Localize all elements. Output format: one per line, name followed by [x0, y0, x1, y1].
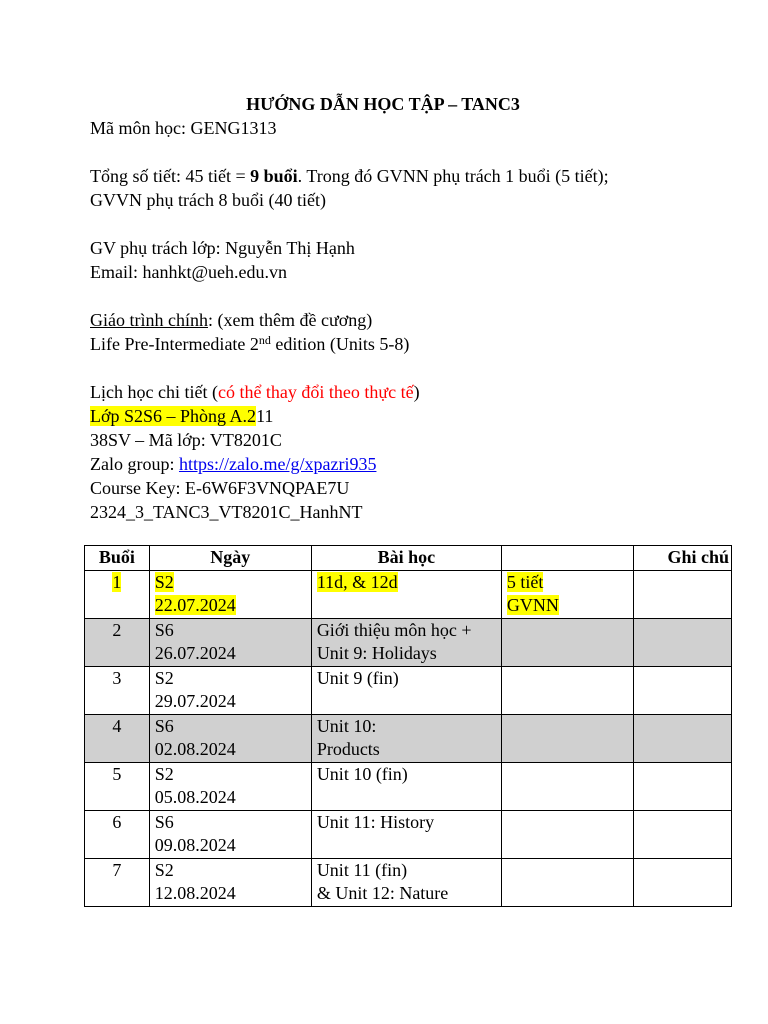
weekday: S2	[154, 764, 174, 784]
lesson-line: 11d, & 12d	[316, 572, 398, 592]
lesson-cell	[311, 859, 501, 907]
lesson-line-2: Products	[316, 739, 380, 759]
lesson-line: Unit 10 (fin)	[316, 764, 408, 784]
note-line-2: GVNN	[506, 595, 559, 615]
textbook-note: : (xem thêm đề cương)	[207, 310, 373, 330]
teacher-email: Email: hanhkt@ueh.edu.vn	[90, 262, 288, 282]
note-line: 5 tiết	[506, 572, 544, 592]
header-date: Ngày	[149, 546, 311, 571]
header-notes: Ghi chú	[633, 546, 731, 571]
date-cell	[149, 667, 311, 715]
zalo-line	[90, 452, 740, 476]
table-row	[85, 571, 732, 619]
lesson-cell	[311, 667, 501, 715]
zalo-group-link[interactable]: https://zalo.me/g/xpazri935	[178, 454, 377, 474]
table-row	[85, 667, 732, 715]
textbook-label: Giáo trình chính	[90, 310, 208, 330]
date: 22.07.2024	[154, 595, 236, 615]
lesson-line: Unit 11: History	[316, 812, 435, 832]
session-number: 1	[112, 572, 122, 592]
class-room-rest: 11	[256, 406, 274, 426]
date-cell	[149, 763, 311, 811]
date: 05.08.2024	[154, 787, 236, 807]
date: 12.08.2024	[154, 883, 236, 903]
schedule-heading	[90, 380, 740, 404]
date-cell	[149, 859, 311, 907]
total-hours-post: . Trong đó GVNN phụ trách 1 buổi (5 tiết);	[297, 166, 609, 186]
total-hours-pre: Tổng số tiết: 45 tiết =	[90, 166, 251, 186]
lesson-line: Unit 11 (fin)	[316, 860, 408, 880]
remark-cell	[633, 811, 731, 859]
session-cell: 6	[85, 811, 150, 859]
date: 29.07.2024	[154, 691, 236, 711]
class-id: 2324_3_TANC3_VT8201C_HanhNT	[90, 502, 363, 522]
lesson-cell	[311, 571, 501, 619]
session-cell: 5	[85, 763, 150, 811]
remark-cell	[633, 763, 731, 811]
book-edition-sup: nd	[258, 333, 271, 347]
table-row	[85, 811, 732, 859]
lesson-line: Giới thiệu môn học +	[316, 620, 472, 640]
book-edition-rest: edition (Units 5-8)	[270, 334, 410, 354]
remark-cell	[633, 859, 731, 907]
lesson-line-2: & Unit 12: Nature	[316, 883, 449, 903]
note-cell	[501, 619, 633, 667]
table-row	[85, 859, 732, 907]
weekday: S2	[154, 572, 174, 592]
schedule-heading-pre: Lịch học chi tiết (	[90, 382, 218, 402]
book-title	[90, 332, 740, 356]
table-row	[85, 715, 732, 763]
header-lesson: Bài học	[311, 546, 501, 571]
date: 02.08.2024	[154, 739, 236, 759]
lesson-cell	[311, 763, 501, 811]
remark-cell	[633, 715, 731, 763]
date-cell	[149, 715, 311, 763]
weekday: S2	[154, 668, 174, 688]
course-code: Mã môn học: GENG1313	[90, 118, 277, 138]
header-session: Buổi	[85, 546, 150, 571]
lesson-cell	[311, 619, 501, 667]
session-cell: 7	[85, 859, 150, 907]
remark-cell	[633, 571, 731, 619]
session-cell: 2	[85, 619, 150, 667]
total-sessions: 9 buổi	[250, 166, 298, 186]
lesson-line: Unit 9 (fin)	[316, 668, 399, 688]
session-cell	[85, 571, 150, 619]
textbook-line	[90, 308, 740, 332]
lesson-cell	[311, 811, 501, 859]
date: 26.07.2024	[154, 643, 236, 663]
weekday: S6	[154, 716, 174, 736]
total-hours-line	[90, 164, 740, 188]
note-cell	[501, 763, 633, 811]
table-row	[85, 619, 732, 667]
schedule-change-note: có thể thay đổi theo thực tế	[217, 382, 414, 402]
vn-teacher-hours: GVVN phụ trách 8 buổi (40 tiết)	[90, 190, 326, 210]
table-header-row	[85, 546, 732, 571]
weekday: S6	[154, 620, 174, 640]
document-title: HƯỚNG DẪN HỌC TẬP – TANC3	[246, 94, 520, 114]
class-room-line	[90, 404, 740, 428]
zalo-label: Zalo group:	[90, 454, 179, 474]
lesson-line: Unit 10:	[316, 716, 377, 736]
course-key: Course Key: E-6W6F3VNQPAE7U	[90, 478, 350, 498]
document-body	[90, 92, 740, 524]
teacher-name: GV phụ trách lớp: Nguyễn Thị Hạnh	[90, 238, 355, 258]
note-cell	[501, 859, 633, 907]
lesson-cell	[311, 715, 501, 763]
date-cell	[149, 811, 311, 859]
note-cell	[501, 811, 633, 859]
note-cell	[501, 571, 633, 619]
weekday: S6	[154, 812, 174, 832]
schedule-table	[84, 545, 732, 907]
session-cell: 4	[85, 715, 150, 763]
book-name: Life Pre-Intermediate 2	[90, 334, 259, 354]
lesson-line-2: Unit 9: Holidays	[316, 643, 437, 663]
session-cell: 3	[85, 667, 150, 715]
class-room-highlight: Lớp S2S6 – Phòng A.2	[90, 406, 257, 426]
remark-cell	[633, 619, 731, 667]
header-blank	[501, 546, 633, 571]
date: 09.08.2024	[154, 835, 236, 855]
remark-cell	[633, 667, 731, 715]
weekday: S2	[154, 860, 174, 880]
table-row	[85, 763, 732, 811]
student-count-line: 38SV – Mã lớp: VT8201C	[90, 430, 282, 450]
note-cell	[501, 715, 633, 763]
schedule-heading-post: )	[413, 382, 420, 402]
date-cell	[149, 619, 311, 667]
date-cell	[149, 571, 311, 619]
note-cell	[501, 667, 633, 715]
